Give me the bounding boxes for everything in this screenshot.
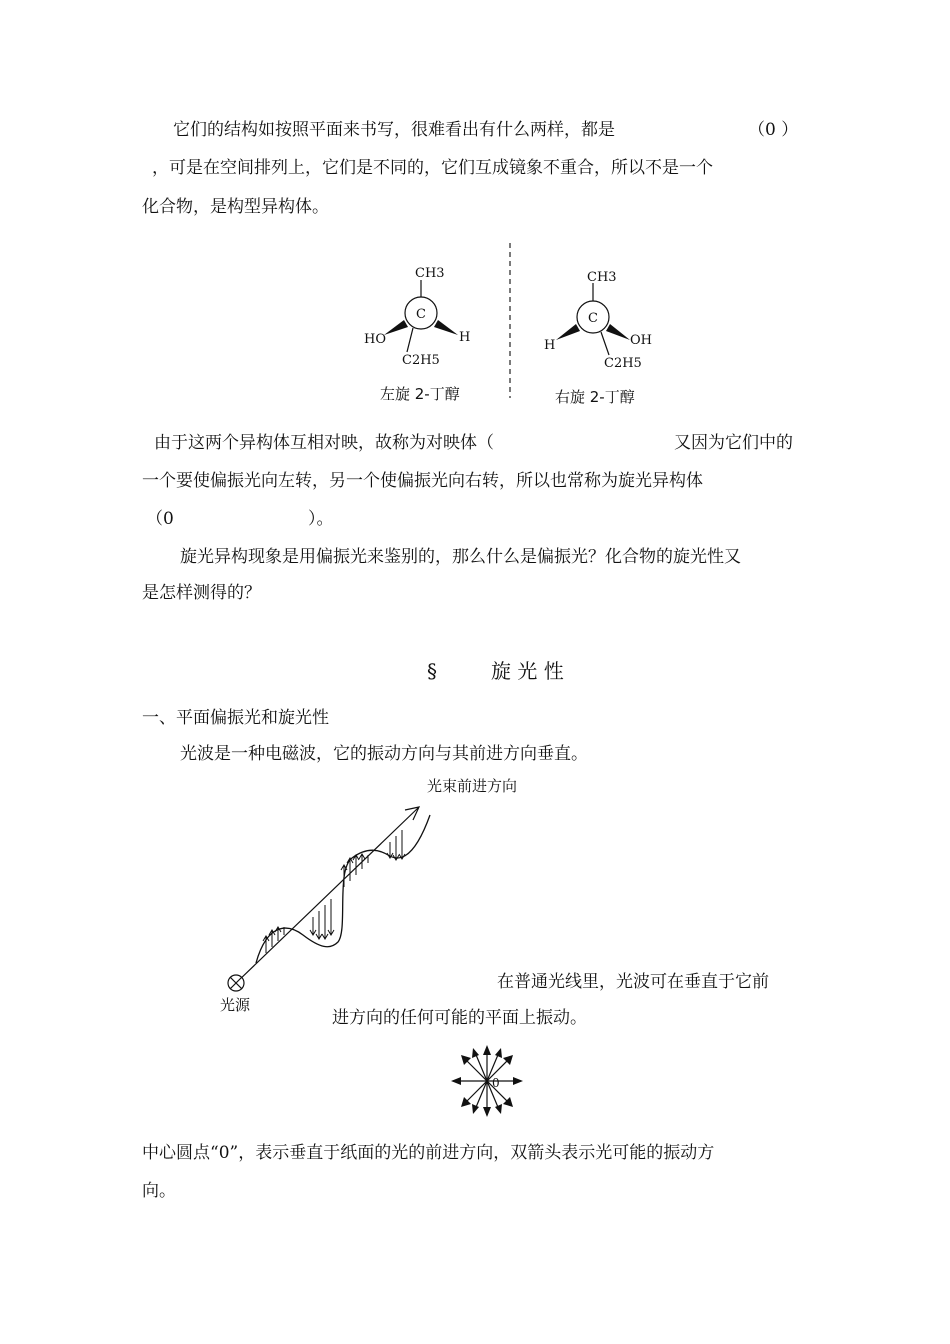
para2-line3a: （0: [146, 509, 174, 529]
right-bottom-group: C2H5: [604, 356, 642, 371]
left-caption: 左旋 2-丁醇: [380, 385, 460, 403]
para3-line2: 是怎样测得的？: [142, 583, 261, 603]
para5-line1: 在普通光线里，光波可在垂直于它前: [497, 972, 769, 992]
right-right-group: OH: [630, 333, 652, 348]
para2-line1b: 又因为它们中的: [674, 433, 793, 453]
subsection-heading: 一、平面偏振光和旋光性: [142, 708, 329, 728]
para1-line1-paren: （0 ）: [748, 120, 799, 140]
left-right-group: H: [459, 330, 471, 345]
para4: 光波是一种电磁波，它的振动方向与其前进方向垂直。: [180, 744, 588, 764]
left-bottom-group: C2H5: [402, 353, 440, 368]
beam-direction-label: 光束前进方向: [427, 777, 518, 795]
right-caption: 右旋 2-丁醇: [555, 388, 635, 406]
section-title: 旋 光 性: [491, 659, 564, 683]
left-left-group: HO: [364, 332, 386, 347]
right-top-group: CH3: [587, 270, 617, 285]
para6-line1: 中心圆点“0”，表示垂直于纸面的光的前进方向，双箭头表示光可能的振动方: [142, 1143, 715, 1163]
left-center-label: C: [416, 307, 426, 322]
section-symbol: §: [427, 659, 437, 683]
para3-line1: 旋光异构现象是用偏振光来鉴别的，那么什么是偏振光？化合物的旋光性又: [180, 547, 741, 567]
para1-line2: ，可是在空间排列上，它们是不同的，它们互成镜象不重合，所以不是一个: [152, 158, 713, 178]
para1-line1: 它们的结构如按照平面来书写，很难看出有什么两样，都是: [173, 120, 615, 140]
para2-line1a: 由于这两个异构体互相对映，故称为对映体（: [154, 433, 494, 453]
para1-line3: 化合物，是构型异构体。: [142, 197, 329, 217]
left-top-group: CH3: [415, 266, 445, 281]
para5-line2: 进方向的任何可能的平面上振动。: [332, 1008, 587, 1028]
center-point-label: 0: [492, 1076, 500, 1090]
para2-line2: 一个要使偏振光向左转，另一个使偏振光向右转，所以也常称为旋光异构体: [142, 471, 703, 491]
para6-line2: 向。: [142, 1181, 176, 1201]
right-center-label: C: [588, 311, 598, 326]
para2-line3b: ）。: [308, 509, 334, 529]
right-left-group: H: [544, 338, 556, 353]
light-source-label: 光源: [220, 996, 251, 1014]
